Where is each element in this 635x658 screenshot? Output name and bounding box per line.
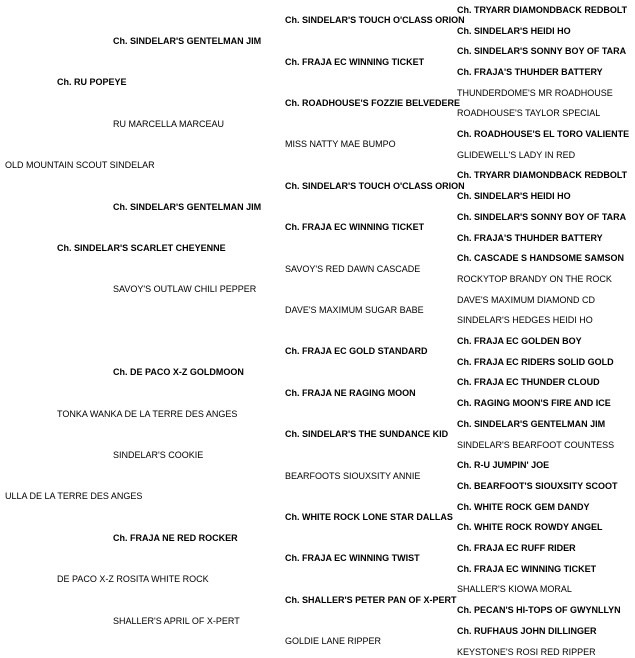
ggg-grandparent-name: Ch. RAGING MOON'S FIRE AND ICE [457, 398, 611, 408]
grandparent-name: TONKA WANKA DE LA TERRE DES ANGES [57, 409, 238, 419]
ggg-grandparent-name: Ch. TRYARR DIAMONDBACK REDBOLT [457, 170, 628, 180]
ggg-grandparent-name: Ch. TRYARR DIAMONDBACK REDBOLT [457, 5, 628, 15]
gg-grandparent-name: Ch. ROADHOUSE'S FOZZIE BELVEDERE [285, 98, 460, 108]
great-grandparent-name: Ch. FRAJA NE RED ROCKER [113, 533, 238, 543]
ggg-grandparent-name: KEYSTONE'S ROSI RED RIPPER [457, 647, 596, 657]
ggg-grandparent-name: Ch. FRAJA'S THUHDER BATTERY [457, 67, 603, 77]
gg-grandparent-name: Ch. FRAJA EC WINNING TWIST [285, 553, 420, 563]
ggg-grandparent-name: Ch. SINDELAR'S GENTELMAN JIM [457, 419, 606, 429]
great-grandparent-name: SAVOY'S OUTLAW CHILI PEPPER [113, 284, 257, 294]
ggg-grandparent-name: Ch. SINDELAR'S SONNY BOY OF TARA [457, 46, 627, 56]
ggg-grandparent-name: ROADHOUSE'S TAYLOR SPECIAL [457, 108, 601, 118]
ggg-grandparent-name: Ch. CASCADE S HANDSOME SAMSON [457, 253, 625, 263]
ggg-grandparent-name: Ch. ROADHOUSE'S EL TORO VALIENTE [457, 129, 630, 139]
ggg-grandparent-name: Ch. FRAJA EC RIDERS SOLID GOLD [457, 357, 614, 367]
ggg-grandparent-name: SINDELAR'S HEDGES HEIDI HO [457, 315, 593, 325]
grandparent-name: Ch. RU POPEYE [57, 77, 127, 87]
sire-dam-name: OLD MOUNTAIN SCOUT SINDELAR [5, 160, 155, 170]
ggg-grandparent-name: Ch. WHITE ROCK ROWDY ANGEL [457, 522, 603, 532]
ggg-grandparent-name: Ch. WHITE ROCK GEM DANDY [457, 502, 590, 512]
grandparent-name: Ch. SINDELAR'S SCARLET CHEYENNE [57, 243, 226, 253]
gg-grandparent-name: Ch. WHITE ROCK LONE STAR DALLAS [285, 512, 453, 522]
gg-grandparent-name: GOLDIE LANE RIPPER [285, 636, 382, 646]
gg-grandparent-name: Ch. SINDELAR'S TOUCH O'CLASS ORION [285, 181, 465, 191]
ggg-grandparent-name: Ch. SINDELAR'S SONNY BOY OF TARA [457, 212, 627, 222]
gg-grandparent-name: SAVOY'S RED DAWN CASCADE [285, 264, 421, 274]
gg-grandparent-name: Ch. SHALLER'S PETER PAN OF X-PERT [285, 595, 457, 605]
great-grandparent-name: Ch. DE PACO X-Z GOLDMOON [113, 367, 244, 377]
gg-grandparent-name: DAVE'S MAXIMUM SUGAR BABE [285, 305, 424, 315]
ggg-grandparent-name: SHALLER'S KIOWA MORAL [457, 584, 572, 594]
great-grandparent-name: SHALLER'S APRIL OF X-PERT [113, 616, 240, 626]
gg-grandparent-name: Ch. SINDELAR'S THE SUNDANCE KID [285, 429, 449, 439]
ggg-grandparent-name: DAVE'S MAXIMUM DIAMOND CD [457, 295, 596, 305]
gg-grandparent-name: Ch. FRAJA EC WINNING TICKET [285, 222, 425, 232]
grandparent-name: DE PACO X-Z ROSITA WHITE ROCK [57, 574, 209, 584]
ggg-grandparent-name: GLIDEWELL'S LADY IN RED [457, 150, 576, 160]
ggg-grandparent-name: Ch. BEARFOOT'S SIOUXSITY SCOOT [457, 481, 618, 491]
ggg-grandparent-name: Ch. RUFHAUS JOHN DILLINGER [457, 626, 597, 636]
ggg-grandparent-name: Ch. FRAJA'S THUHDER BATTERY [457, 233, 603, 243]
gg-grandparent-name: Ch. FRAJA EC GOLD STANDARD [285, 346, 428, 356]
gg-grandparent-name: Ch. FRAJA EC WINNING TICKET [285, 57, 425, 67]
ggg-grandparent-name: THUNDERDOME'S MR ROADHOUSE [457, 88, 613, 98]
ggg-grandparent-name: ROCKYTOP BRANDY ON THE ROCK [457, 274, 612, 284]
great-grandparent-name: Ch. SINDELAR'S GENTELMAN JIM [113, 202, 262, 212]
great-grandparent-name: Ch. SINDELAR'S GENTELMAN JIM [113, 36, 262, 46]
ggg-grandparent-name: Ch. PECAN'S HI-TOPS OF GWYNLLYN [457, 605, 621, 615]
ggg-grandparent-name: Ch. R-U JUMPIN' JOE [457, 460, 550, 470]
ggg-grandparent-name: Ch. FRAJA EC GOLDEN BOY [457, 336, 582, 346]
ggg-grandparent-name: Ch. SINDELAR'S HEIDI HO [457, 191, 571, 201]
gg-grandparent-name: Ch. FRAJA NE RAGING MOON [285, 388, 416, 398]
great-grandparent-name: SINDELAR'S COOKIE [113, 450, 204, 460]
ggg-grandparent-name: SINDELAR'S BEARFOOT COUNTESS [457, 440, 615, 450]
gg-grandparent-name: BEARFOOTS SIOUXSITY ANNIE [285, 471, 421, 481]
gg-grandparent-name: MISS NATTY MAE BUMPO [285, 139, 396, 149]
ggg-grandparent-name: Ch. FRAJA EC WINNING TICKET [457, 564, 597, 574]
sire-dam-name: ULLA DE LA TERRE DES ANGES [5, 491, 143, 501]
ggg-grandparent-name: Ch. SINDELAR'S HEIDI HO [457, 26, 571, 36]
great-grandparent-name: RU MARCELLA MARCEAU [113, 119, 225, 129]
gg-grandparent-name: Ch. SINDELAR'S TOUCH O'CLASS ORION [285, 15, 465, 25]
ggg-grandparent-name: Ch. FRAJA EC THUNDER CLOUD [457, 377, 600, 387]
ggg-grandparent-name: Ch. FRAJA EC RUFF RIDER [457, 543, 576, 553]
